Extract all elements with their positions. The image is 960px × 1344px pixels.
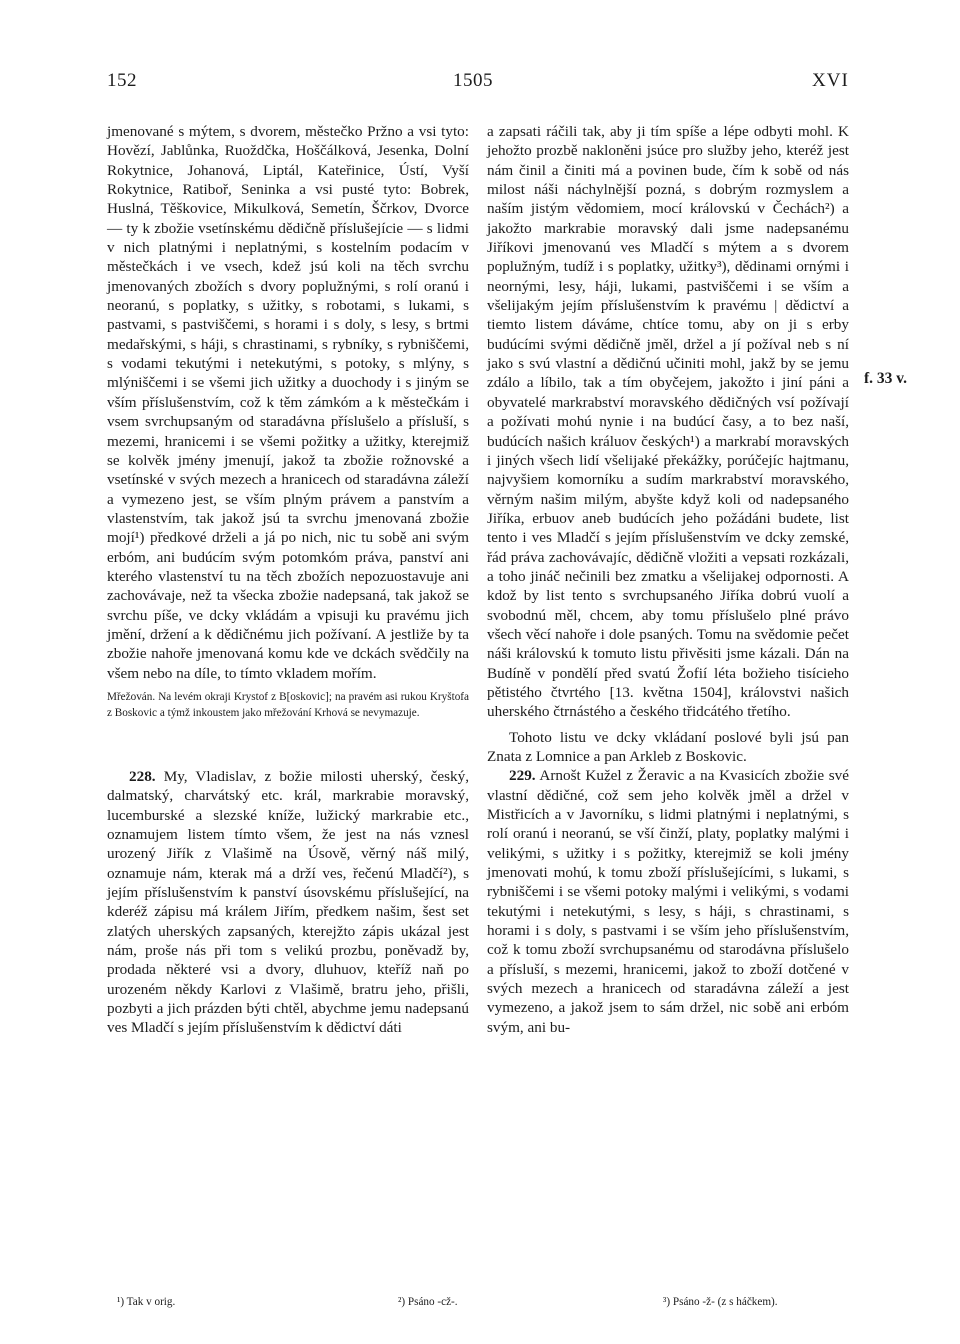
footnote: ²) Psáno -cž-.	[398, 1296, 458, 1308]
paragraph: a zapsati ráčili tak, aby ji tím spíše a lépe odbyti mohl. K jehožto prozbě nakloněni jsúce pro služby jeho, kteréž jest nám činil a činiti má a povinen bude, čím k sobě od nás milost náši náchylnější pozná, s dobrým rozmyslem a naším jistým vědomiem, mocí královskú v Čechách²) a jakožto markrabie moravský dali jsme nadepsanému Jiříkovi jmenovanú ves Mladčí s mýtem a s dvorem poplužným, tudíž i s poplatky, užitky³), dědinami ornými i neornými, lesy, háji, lukami, pastviščemi i se vším a všelijakým jejím příslušenstvím k pravému | dědictví a tiemto listem dáváme, chtíce tomu, aby on ji s erby budúcími svými dědičně jměl, držel a jí požíval neb s ní jako s svú vlastní a dědičnú učiniti mohl, jakž by se jemu zdálo a líbilo, tak a tím obyčejem, jakožto i jiní páni a obyvatelé markrabství moravského dědičných vsí požívají a požívati mohú nynie i na budúcí časy, a to bez naší, budúcích našich králuov českých¹) a markrabí moravských i jiných všech lidí všelijaké překážky, porúčejíc hajtmanu, najvyšiem komorníku a sudím markrabství moravského, věrným našim milým, abyšte když koli od nadepsaného Jiříka, erbuov aneb budúcích jeho požádáni budete, list tento i ves Mladčí s jejím příslušenstvím ve dcky zemské, řád práva zachovávajíc, dědičně vložiti a vepsati rozkázali, a toho jináč nečinili bez zmatku a všelijakej odpornosti. A kdož by list tento s svrchupsaného Jiříka dobrú vuolí a svobodnú měl, chcem, aby tomu příslušelo plné právo všech věcí nahoře i dole psaných. Tomu na svědomie pečet náši královskú k tomuto listu přivěsiti jsme kázali. Dán na Budíně v pondělí před svatú Žofií léta božieho tisícieho pětistého čtvrtého [13. května 1504], královstvi našich uherského čtrnástého a českého třidcátého třetího.	[487, 123, 849, 721]
section-heading: XVI	[812, 70, 849, 91]
editorial-note: Mřežován. Na levém okraji Krystof z B[oskovic]; na pravém asi rukou Kryštofa z Boskovic a týmž inkoustem jako mřežování Krhová se nevymazuje.	[107, 690, 469, 719]
document-entry	[107, 767, 469, 1038]
entry-text: Arnošt Kužel z Žeravic a na Kvasicích zbožie své vlastní dědičné, což sem jeho kolvěk jměl a držel v Mistřicích a v Javorníku, s lidmi platnými i neplatnými, s rolí oranú i neoranú, se vší činží, platy, poplatky malými i velikými, s užitky i s požitky, kterejmiž se koli jmény jmenovati mohú, k tomu zboží příslušejícími, s lukami, s rybniščemi i se všemi potoky malými i velikými, s vodami tekutými i netekutými, s lesy, s háji, s chrastinami, s horami i s doly, s pastvami i se vším jeho příslušenstvím, což k tomu zboží svrchupsanému od starodávna příslušelo a přísluší, s mezemi, hranicemi, jakož to zboží dotčené v svých mezech a hranicech od staradávna záleží a jest vymezeno, a jakož jsem to sám držel, nic sobě ani erbóm svým, ani bu-	[487, 767, 849, 1036]
folio-margin-note: f. 33 v.	[864, 370, 908, 387]
year-heading: 1505	[453, 70, 493, 91]
entry-number: 229.	[509, 767, 536, 785]
paragraph: Tohoto listu ve dcky vkládaní poslové byli jsú pan Znata z Lomnice a pan Arkleb z Boskovic.	[487, 728, 849, 765]
paragraph: jmenované s mýtem, s dvorem, městečko Pržno a vsi tyto: Hovězí, Jablůnka, Ruoždčka, Hoščálková, Jesenka, Dolní Rokytnice, Johanová, Liptál, Kateřinice, Ústí, Vyší Rokytnice, Ratiboř, Seninka a vsi pusté tyto: Bobrek, Huslná, Těškovice, Mikulková, Semetín, Ščrkov, Dvorce — ty k zbožie vsetínskému dědičně příslušejície — s lidmi v nich platnými i neplatnými, s kostelním podacím v městečkách i ve vsech, kdež jsú koli na těch svrchu jmenovaných zbožích s dvory poplužnými, s rolí oranú i neoranú, s poplatky, s užitky, s robotami, s lukami, s pastvami, s pastviščemi, s horami i s doly, s lesy, s brtmi medařskými, s háji, s chrastinami, s rybníky, s rybniščemi, s vodami tekutými i netekutými, s potoky, s mlýny, s mlýniščemi i se všemi jich užitky a duochody i s jiným se vším příslušenstvím, což k těm zámkóm a k městečkám i vsem svrchupsaným od staradávna příslušelo a přísluší, s mezemi, hranicemi i se všemi požitky a užitky, kterejmiž se kolvěk jmény jmenují, jakož ta zbožie rožnovské a vsetínské v svých mezech a hranicech od staradávna záleží a vymezeno jest, se vším plným právem a panstvím a vlastenstvím, tak jakož jsú ta svrchu jmenovaná zbožie mojí¹) předkové drželi a já po nich, nic tu sobě ani svým erbóm, ani budúcím svým potomkóm práva, panství ani kterého vlastenství tu na těch zbožích nepozuostavuje ani zachovávaje, než ta všecka zbožie nadepsaná, tak jakož se svrchu píše, ve dcky vkládám a vpisuji ku pravému jich jmění, držení a k dědičnému jich požívaní. A jestliže by ta zbožie nahoře jmenovaná komu kde ve dckách svědčily na všem nebo na díle, to tímto vkladem mořím.	[107, 123, 469, 682]
footnote: ³) Psáno -ž- (z s háčkem).	[663, 1296, 778, 1308]
left-column	[107, 122, 469, 1038]
document-entry	[487, 766, 849, 1037]
entry-text: My, Vladislav, z božie milosti uherský, český, dalmatský, charvátský etc. král, markrabie moravský, lucemburské a slezské kníže, lužický markrabie etc., oznamujem listem tímto všem, že jest na nás vznesl urozený Jiřík z Vlašimě na Úsově, věrný náš milý, oznamuje nám, kterak má a drží ves, řečenú Mladčí²), s jejím příslušenstvím k panství úsovskému příslušející, na kderéž zápisu má králem Jiřím, předkem našim, šest set zlatých uherských zapsaných, kterejžto zápis ukázal jest nám, proše nás při tom s velikú prozbu, poněvadž by, prodada některé vsi a dvory, dluhuov, kteříž naň po urozeném někdy Karlovi z Vlašimě, bratru jeho, přišli, pozbyti a jich prázden býti chtěl, abychme jemu nadepsanú ves Mladčí s jejím příslušenstvím k dědictví dáti	[107, 767, 470, 1037]
footnote: ¹) Tak v orig.	[117, 1296, 176, 1308]
page-number: 152	[107, 70, 137, 91]
right-column	[487, 122, 849, 1037]
entry-number: 228.	[129, 767, 156, 785]
